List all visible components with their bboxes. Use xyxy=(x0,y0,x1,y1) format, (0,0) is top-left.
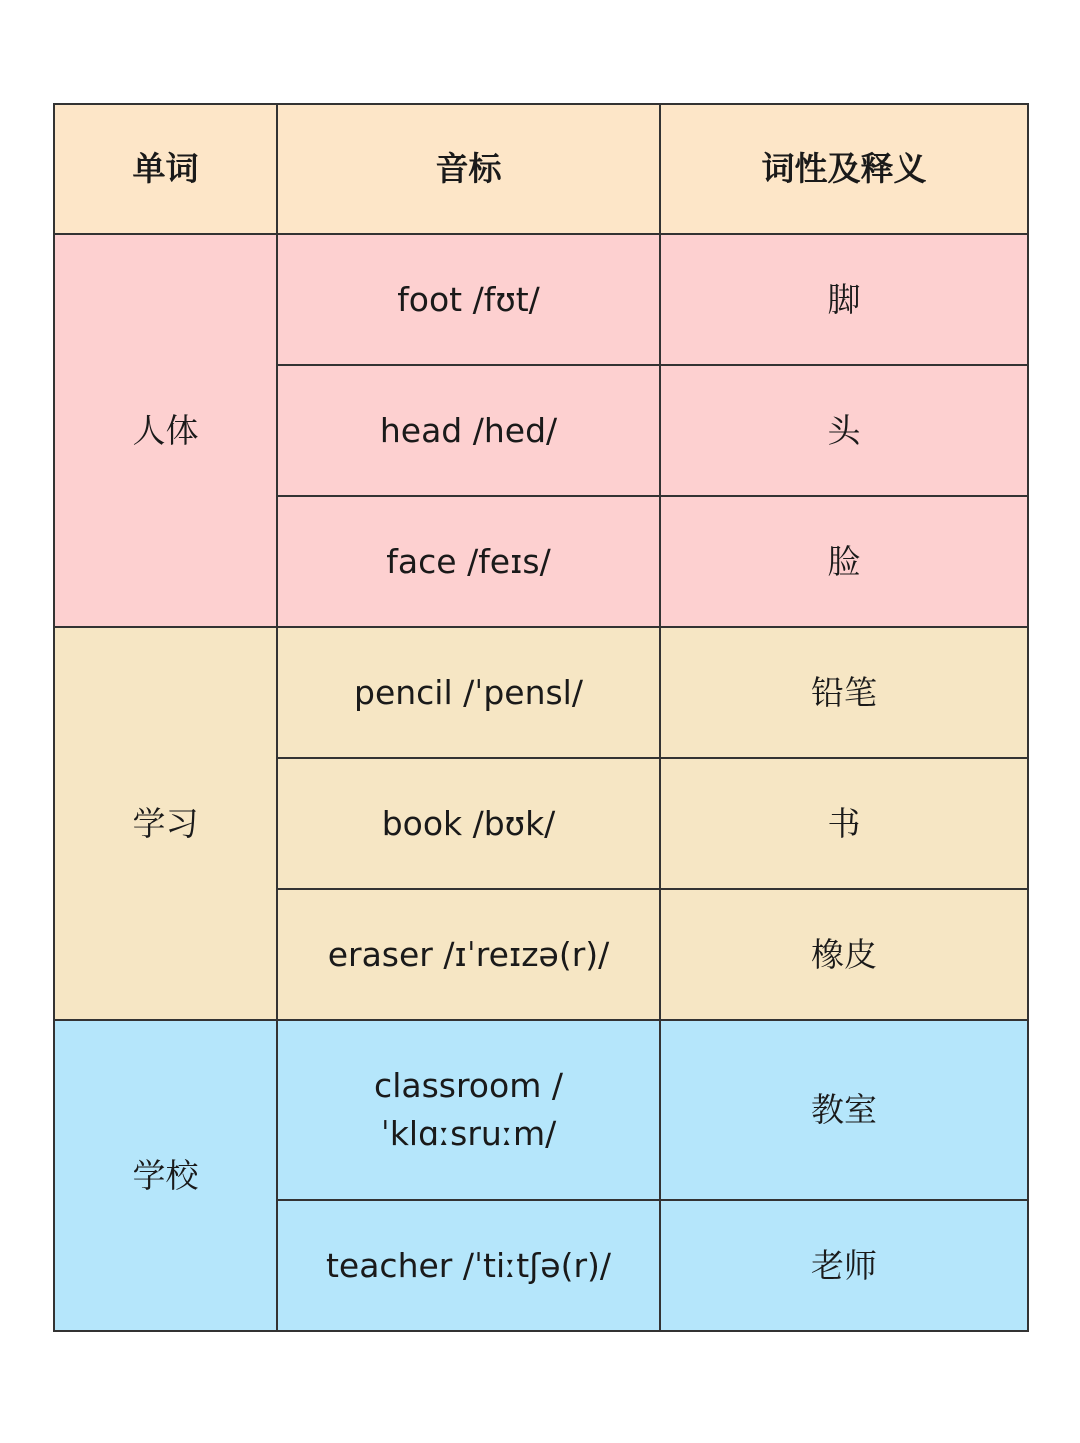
header-phonetic: 音标 xyxy=(277,104,660,234)
header-meaning: 词性及释义 xyxy=(660,104,1028,234)
phonetic-cell: foot /fʊt/ xyxy=(277,234,660,365)
header-word: 单词 xyxy=(54,104,277,234)
meaning-cell: 脚 xyxy=(660,234,1028,365)
table-row xyxy=(54,627,1028,758)
vocabulary-table xyxy=(53,103,1029,1332)
phonetic-cell: pencil /ˈpensl/ xyxy=(277,627,660,758)
phonetic-cell: eraser /ɪˈreɪzə(r)/ xyxy=(277,889,660,1020)
meaning-cell: 老师 xyxy=(660,1200,1028,1331)
meaning-cell: 脸 xyxy=(660,496,1028,627)
meaning-cell: 教室 xyxy=(660,1020,1028,1200)
category-cell-study: 学习 xyxy=(54,627,277,1020)
phonetic-cell: face /feɪs/ xyxy=(277,496,660,627)
phonetic-cell: head /hed/ xyxy=(277,365,660,496)
meaning-cell: 橡皮 xyxy=(660,889,1028,1020)
phonetic-cell: teacher /ˈtiːtʃə(r)/ xyxy=(277,1200,660,1331)
category-cell-body: 人体 xyxy=(54,234,277,627)
category-cell-school: 学校 xyxy=(54,1020,277,1331)
phonetic-cell: book /bʊk/ xyxy=(277,758,660,889)
meaning-cell: 头 xyxy=(660,365,1028,496)
table-row xyxy=(54,1020,1028,1200)
phonetic-cell: classroom / ˈklɑːsruːm/ xyxy=(277,1020,660,1200)
header-row xyxy=(54,104,1028,234)
table-row xyxy=(54,234,1028,365)
meaning-cell: 书 xyxy=(660,758,1028,889)
meaning-cell: 铅笔 xyxy=(660,627,1028,758)
